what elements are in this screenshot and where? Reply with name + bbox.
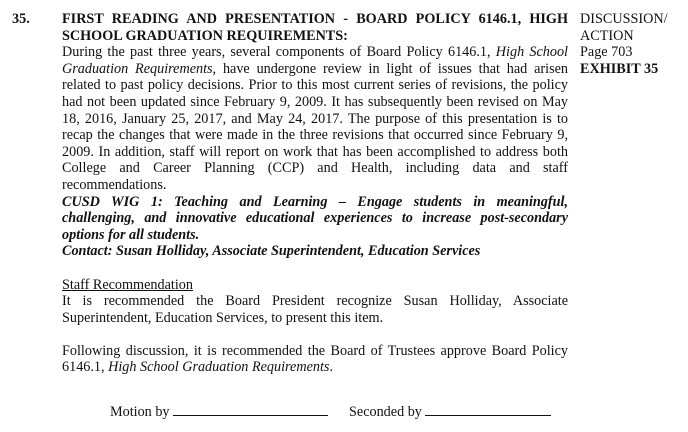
policy-title-italic: High School bbox=[495, 44, 568, 61]
description-line bbox=[62, 77, 568, 94]
description-line bbox=[62, 61, 568, 78]
seconded-by-field bbox=[349, 403, 551, 421]
text-run: related to past policy decisions. Prior to this most current series of revisions, the policy bbox=[62, 77, 568, 94]
agenda-item-number: 35. bbox=[12, 11, 30, 27]
policy-title-italic: Graduation Requirements bbox=[62, 60, 213, 77]
agenda-item-body bbox=[62, 11, 568, 376]
approval-line-2 bbox=[62, 359, 568, 376]
exhibit-label: EXHIBIT 35 bbox=[580, 60, 659, 77]
item-type-line-1: DISCUSSION/ bbox=[580, 11, 668, 27]
motion-by-field bbox=[110, 403, 328, 421]
wig-statement bbox=[62, 194, 568, 260]
motion-by-label: Motion by bbox=[110, 404, 174, 420]
wig-line-3: options for all students. bbox=[62, 226, 200, 243]
text-run: recap the changes that were made in the three revisions that occurred since February 9, bbox=[62, 127, 568, 144]
description-line bbox=[62, 111, 568, 128]
agenda-item-title bbox=[62, 11, 568, 44]
text-run: During the past three years, several components of Board Policy 6146.1, bbox=[62, 44, 496, 61]
description-line bbox=[62, 94, 568, 111]
description-line bbox=[62, 144, 568, 161]
wig-line-1: CUSD WIG 1: Teaching and Learning – Engage students in meaningful, bbox=[62, 193, 568, 210]
text-run: had not been updated since February 9, 2009. It has subsequently been revised on May bbox=[62, 93, 568, 110]
description-line bbox=[62, 177, 568, 194]
item-sidebar bbox=[580, 11, 688, 77]
text-run: , have undergone review in light of issues that had arisen bbox=[212, 60, 568, 77]
description-line bbox=[62, 44, 568, 61]
wig-line-2: challenging, and innovative educational experiences to increase post-secondary bbox=[62, 210, 568, 227]
item-type-line-2: ACTION bbox=[580, 27, 634, 44]
seconded-by-label: Seconded by bbox=[349, 404, 426, 420]
description-paragraph bbox=[62, 44, 568, 193]
recommendation-line-2: Superintendent, Education Services, to present this item. bbox=[62, 309, 384, 326]
page-reference: Page 703 bbox=[580, 44, 633, 61]
title-line-1: FIRST READING AND PRESENTATION - BOARD POLICY 6146.1, HIGH bbox=[62, 11, 568, 27]
staff-recommendation-heading: Staff Recommendation bbox=[62, 276, 193, 293]
staff-recommendation bbox=[62, 277, 568, 327]
text-run: College and Career Planning (CCP) and Health, including data and staff bbox=[62, 160, 568, 177]
motion-by-blank[interactable] bbox=[173, 403, 328, 416]
approval-period: . bbox=[329, 359, 333, 376]
title-line-2: SCHOOL GRADUATION REQUIREMENTS: bbox=[62, 27, 348, 44]
approval-policy-number: 6146.1, bbox=[62, 359, 109, 376]
approval-line-1: Following discussion, it is recommended the Board of Trustees approve Board Policy bbox=[62, 342, 568, 359]
recommendation-line-1: It is recommended the Board President recognize Susan Holliday, Associate bbox=[62, 293, 568, 310]
approval-recommendation bbox=[62, 343, 568, 376]
description-line bbox=[62, 127, 568, 144]
seconded-by-blank[interactable] bbox=[425, 403, 551, 416]
text-run: recommendations. bbox=[62, 176, 167, 193]
text-run: 2009. In addition, staff will report on work that has been accomplished to address both bbox=[62, 143, 568, 160]
description-line bbox=[62, 160, 568, 177]
approval-policy-title: High School Graduation Requirements bbox=[108, 359, 330, 376]
contact-line: Contact: Susan Holliday, Associate Superintendent, Education Services bbox=[62, 243, 481, 260]
text-run: 18, 2016, January 25, 2017, and May 24, 2017. The purpose of this presentation is to bbox=[62, 110, 568, 127]
